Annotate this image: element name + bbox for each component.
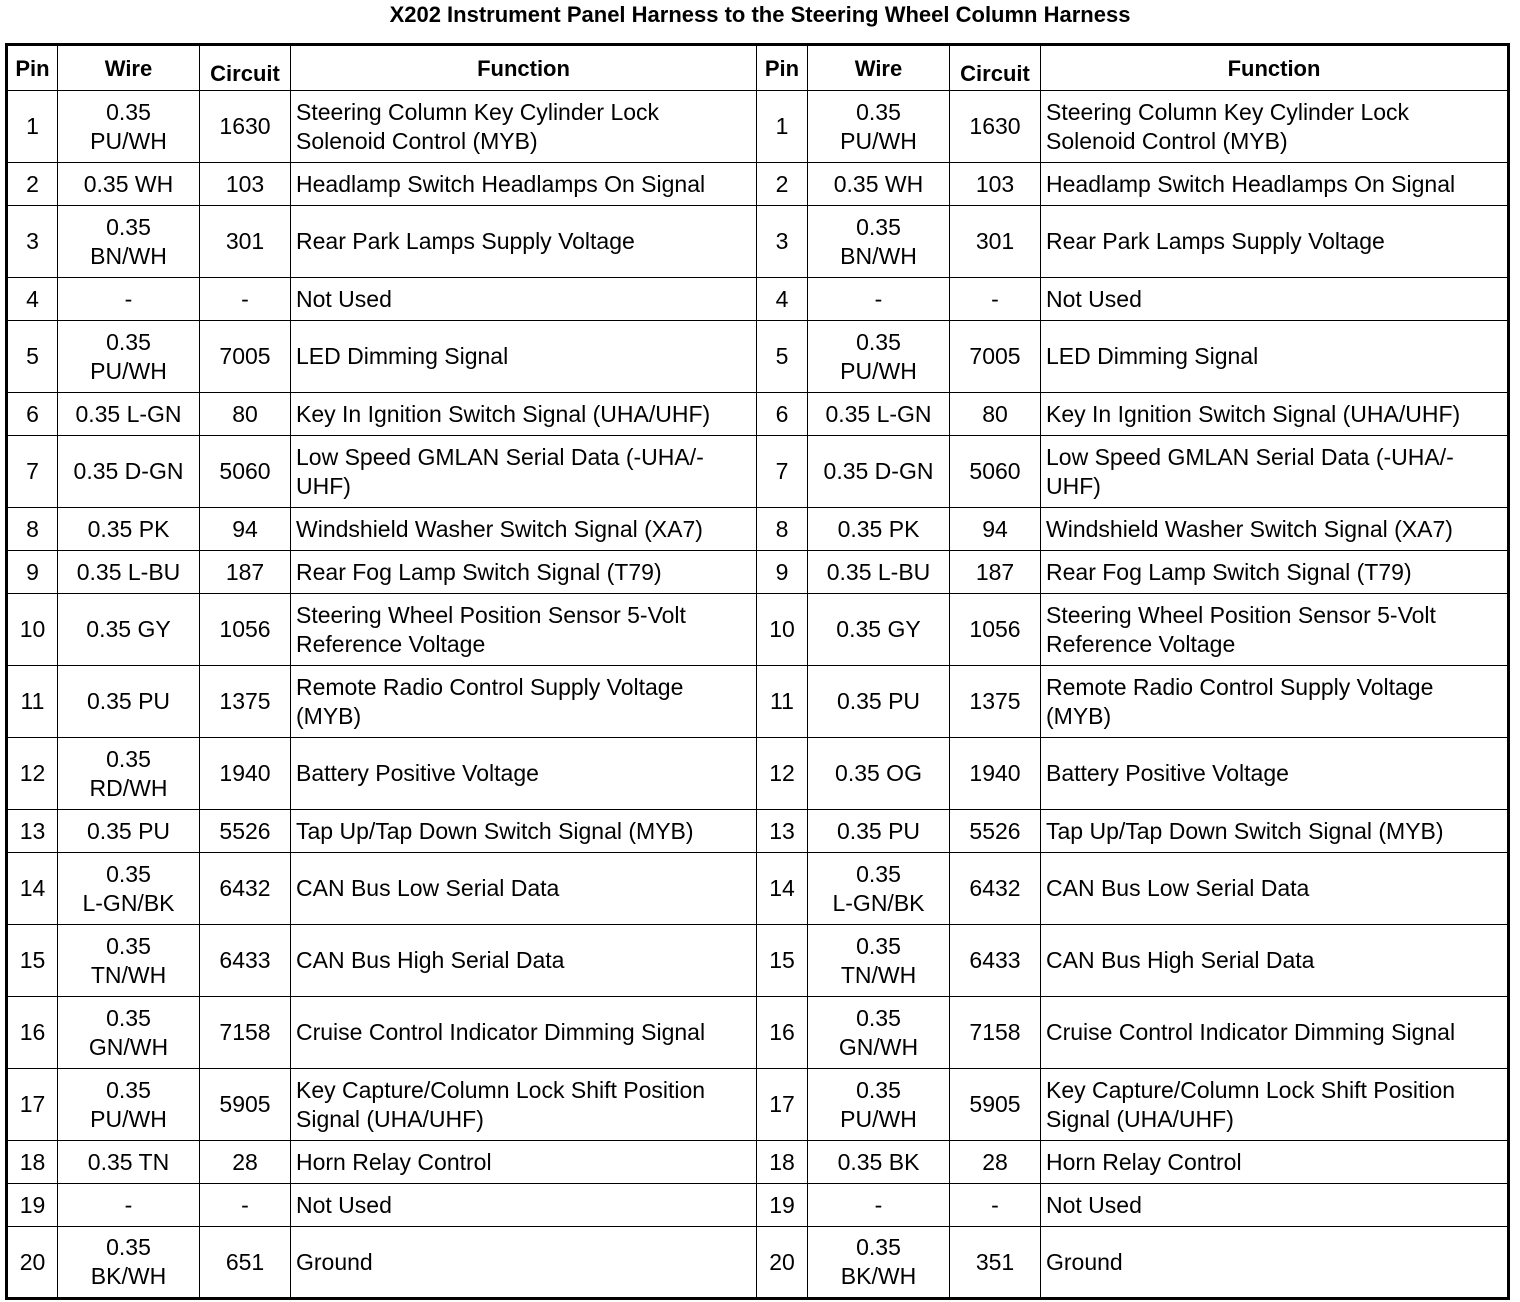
function-cell: Not Used (1041, 1184, 1509, 1227)
wire-cell (58, 666, 200, 738)
circuit-cell: 5905 (200, 1069, 291, 1141)
wire-cell (808, 163, 950, 206)
wire-line: - (124, 1191, 133, 1218)
pin-cell: 1 (7, 91, 58, 163)
page-title: X202 Instrument Panel Harness to the Steering Wheel Column Harness (389, 2, 1131, 27)
circuit-cell: 5526 (950, 810, 1041, 853)
wire-cell (808, 508, 950, 551)
wire-line: 0.35 D-GN (823, 458, 934, 484)
circuit-cell: 94 (200, 508, 291, 551)
wire-cell (58, 738, 200, 810)
header-row (7, 45, 1509, 91)
function-cell: Horn Relay Control (1041, 1141, 1509, 1184)
pin-cell: 19 (7, 1184, 58, 1227)
wire-cell (58, 1141, 200, 1184)
circuit-cell: 7005 (200, 321, 291, 393)
wire-line: 0.35 WH (833, 170, 924, 197)
table-row (7, 508, 1509, 551)
table-row (7, 594, 1509, 666)
wire-cell (808, 997, 950, 1069)
wire-line: BK/WH (840, 1263, 917, 1289)
circuit-cell: 6432 (200, 853, 291, 925)
table-row (7, 436, 1509, 508)
circuit-cell: 5905 (950, 1069, 1041, 1141)
function-cell: LED Dimming Signal (291, 321, 757, 393)
function-cell: Not Used (291, 1184, 757, 1227)
table-row (7, 206, 1509, 278)
pin-cell: 2 (7, 163, 58, 206)
wire-cell (58, 594, 200, 666)
wire-cell (58, 91, 200, 163)
circuit-cell: 5526 (200, 810, 291, 853)
wire-line: 0.35 (106, 1234, 151, 1260)
wire-line: - (874, 285, 883, 312)
wire-line: - (124, 285, 133, 312)
table-row (7, 278, 1509, 321)
function-cell: Windshield Washer Switch Signal (XA7) (291, 508, 757, 551)
function-cell: Low Speed GMLAN Serial Data (-UHA/-UHF) (1041, 436, 1509, 508)
pin-cell: 14 (7, 853, 58, 925)
pin-cell: 7 (7, 436, 58, 508)
circuit-cell: 1940 (200, 738, 291, 810)
wire-cell (58, 1069, 200, 1141)
wire-cell (808, 436, 950, 508)
wire-line: PU/WH (90, 1105, 167, 1132)
wire-line: 0.35 (856, 932, 901, 959)
pin-cell: 11 (757, 666, 808, 738)
pin-cell: 10 (757, 594, 808, 666)
wire-line: 0.35 (106, 932, 151, 959)
wire-line: 0.35 (106, 860, 151, 887)
wire-cell (808, 666, 950, 738)
pin-cell: 4 (7, 278, 58, 321)
header-pin: Pin (757, 45, 808, 91)
wire-line: 0.35 (856, 1076, 901, 1103)
wire-line: 0.35 (856, 1004, 901, 1031)
circuit-cell: 1630 (200, 91, 291, 163)
function-cell: LED Dimming Signal (1041, 321, 1509, 393)
wire-cell (808, 321, 950, 393)
function-cell: Ground (291, 1227, 757, 1299)
wire-cell (808, 853, 950, 925)
pin-cell: 19 (757, 1184, 808, 1227)
wire-cell (58, 1184, 200, 1227)
wire-line: 0.35 PU (836, 817, 921, 844)
wire-line: 0.35 (856, 1234, 901, 1260)
function-cell: Cruise Control Indicator Dimming Signal (1041, 997, 1509, 1069)
wire-cell (808, 1227, 950, 1299)
function-cell: Battery Positive Voltage (1041, 738, 1509, 810)
pin-cell: 15 (757, 925, 808, 997)
circuit-cell: 5060 (950, 436, 1041, 508)
table-row (7, 1184, 1509, 1227)
table-row (7, 551, 1509, 594)
wire-cell (808, 206, 950, 278)
function-cell: Ground (1041, 1227, 1509, 1299)
wire-cell (808, 594, 950, 666)
wire-cell (808, 1184, 950, 1227)
wire-cell (808, 925, 950, 997)
wire-cell (808, 810, 950, 853)
wire-line: 0.35 L-BU (826, 558, 931, 585)
pin-cell: 15 (7, 925, 58, 997)
pin-cell: 9 (757, 551, 808, 594)
table-row (7, 738, 1509, 810)
wire-line: L-GN/BK (832, 889, 925, 916)
circuit-cell: 94 (950, 508, 1041, 551)
wire-line: 0.35 PK (87, 515, 170, 542)
pin-cell: 20 (757, 1227, 808, 1299)
circuit-cell: 651 (200, 1227, 291, 1299)
function-cell: Rear Park Lamps Supply Voltage (1041, 206, 1509, 278)
function-cell: CAN Bus Low Serial Data (1041, 853, 1509, 925)
wire-line: BK/WH (90, 1263, 167, 1289)
table-row (7, 925, 1509, 997)
pin-cell: 8 (7, 508, 58, 551)
pin-cell: 11 (7, 666, 58, 738)
wire-line: L-GN/BK (82, 889, 175, 916)
wire-line: RD/WH (89, 774, 168, 801)
wire-line: 0.35 L-BU (76, 558, 181, 585)
function-cell: CAN Bus Low Serial Data (291, 853, 757, 925)
wire-line: PU/WH (90, 127, 167, 154)
wire-cell (808, 91, 950, 163)
circuit-cell: 7005 (950, 321, 1041, 393)
function-cell: Headlamp Switch Headlamps On Signal (291, 163, 757, 206)
table-body (7, 91, 1509, 1299)
circuit-cell: 6432 (950, 853, 1041, 925)
wire-line: 0.35 OG (835, 760, 922, 786)
table-row (7, 163, 1509, 206)
table-row (7, 1069, 1509, 1141)
wire-line: PU/WH (90, 357, 167, 384)
wire-cell (808, 1141, 950, 1184)
wire-line: 0.35 WH (83, 170, 174, 197)
pin-cell: 17 (7, 1069, 58, 1141)
header-wire: Wire (58, 45, 200, 91)
wire-line: 0.35 GY (86, 616, 171, 642)
wire-line: PU/WH (840, 357, 917, 384)
wire-line: 0.35 (856, 213, 901, 240)
wire-line: 0.35 L-GN (825, 400, 932, 427)
wire-line: 0.35 GY (836, 616, 921, 642)
wire-line: BN/WH (840, 242, 917, 269)
wire-cell (58, 1227, 200, 1299)
circuit-cell: 187 (950, 551, 1041, 594)
wire-line: 0.35 TN (87, 1148, 170, 1175)
wire-cell (58, 551, 200, 594)
header-circuit: Circuit (200, 45, 291, 91)
pin-cell: 17 (757, 1069, 808, 1141)
header-circuit: Circuit (950, 45, 1041, 91)
function-cell: CAN Bus High Serial Data (291, 925, 757, 997)
table-row (7, 393, 1509, 436)
wire-line: 0.35 (106, 328, 151, 355)
wire-line: 0.35 PU (86, 688, 171, 714)
circuit-cell: - (200, 1184, 291, 1227)
pin-cell: 4 (757, 278, 808, 321)
table-row (7, 1141, 1509, 1184)
wire-cell (58, 393, 200, 436)
function-cell: Steering Wheel Position Sensor 5-Volt Reference Voltage (291, 594, 757, 666)
circuit-cell: 1375 (200, 666, 291, 738)
wire-line: 0.35 PU (86, 817, 171, 844)
header-function: Function (291, 45, 757, 91)
function-cell: Rear Fog Lamp Switch Signal (T79) (291, 551, 757, 594)
table-row (7, 321, 1509, 393)
table-row (7, 1227, 1509, 1299)
wire-line: 0.35 (856, 98, 901, 125)
table-row (7, 810, 1509, 853)
pin-cell: 13 (757, 810, 808, 853)
wire-line: PU/WH (840, 127, 917, 154)
wire-cell (808, 278, 950, 321)
pin-cell: 3 (757, 206, 808, 278)
pin-cell: 20 (7, 1227, 58, 1299)
wire-cell (58, 321, 200, 393)
pin-cell: 16 (757, 997, 808, 1069)
circuit-cell: 1375 (950, 666, 1041, 738)
function-cell: Low Speed GMLAN Serial Data (-UHA/-UHF) (291, 436, 757, 508)
function-cell: CAN Bus High Serial Data (1041, 925, 1509, 997)
circuit-cell: - (200, 278, 291, 321)
circuit-cell: 7158 (950, 997, 1041, 1069)
header-function: Function (1041, 45, 1509, 91)
table-row (7, 997, 1509, 1069)
wire-line: PU/WH (840, 1105, 917, 1132)
function-cell: Windshield Washer Switch Signal (XA7) (1041, 508, 1509, 551)
function-cell: Rear Park Lamps Supply Voltage (291, 206, 757, 278)
function-cell: Steering Column Key Cylinder Lock Solenoid Control (MYB) (291, 91, 757, 163)
circuit-cell: 1630 (950, 91, 1041, 163)
function-cell: Key Capture/Column Lock Shift Position Signal (UHA/UHF) (291, 1069, 757, 1141)
pin-cell: 5 (7, 321, 58, 393)
function-cell: Horn Relay Control (291, 1141, 757, 1184)
circuit-cell: 1056 (200, 594, 291, 666)
circuit-cell: 103 (200, 163, 291, 206)
pin-cell: 3 (7, 206, 58, 278)
circuit-cell: 5060 (200, 436, 291, 508)
circuit-cell: 80 (950, 393, 1041, 436)
table-row (7, 91, 1509, 163)
function-cell: Tap Up/Tap Down Switch Signal (MYB) (1041, 810, 1509, 853)
circuit-cell: 6433 (950, 925, 1041, 997)
circuit-cell: - (950, 278, 1041, 321)
wire-line: 0.35 (856, 328, 901, 355)
circuit-cell: - (950, 1184, 1041, 1227)
pin-cell: 6 (7, 393, 58, 436)
pin-cell: 14 (757, 853, 808, 925)
pin-cell: 12 (7, 738, 58, 810)
wire-cell (58, 278, 200, 321)
pin-cell: 2 (757, 163, 808, 206)
circuit-cell: 187 (200, 551, 291, 594)
wire-line: 0.35 D-GN (73, 458, 184, 484)
pin-cell: 6 (757, 393, 808, 436)
table-row (7, 853, 1509, 925)
wire-line: 0.35 BK (837, 1148, 920, 1175)
wire-cell (808, 738, 950, 810)
function-cell: Battery Positive Voltage (291, 738, 757, 810)
pin-cell: 5 (757, 321, 808, 393)
wire-cell (58, 925, 200, 997)
wire-line: 0.35 (106, 1076, 151, 1103)
circuit-cell: 6433 (200, 925, 291, 997)
wire-cell (808, 551, 950, 594)
circuit-cell: 1056 (950, 594, 1041, 666)
function-cell: Cruise Control Indicator Dimming Signal (291, 997, 757, 1069)
circuit-cell: 103 (950, 163, 1041, 206)
wire-line: GN/WH (88, 1033, 169, 1060)
function-cell: Key Capture/Column Lock Shift Position Signal (UHA/UHF) (1041, 1069, 1509, 1141)
wire-line: 0.35 (106, 1004, 151, 1031)
wire-line: 0.35 (106, 745, 151, 772)
wire-line: 0.35 PU (836, 688, 921, 714)
pin-cell: 9 (7, 551, 58, 594)
wire-line: - (874, 1191, 883, 1218)
circuit-cell: 301 (950, 206, 1041, 278)
wire-cell (58, 853, 200, 925)
wire-line: 0.35 PK (837, 515, 920, 542)
function-cell: Rear Fog Lamp Switch Signal (T79) (1041, 551, 1509, 594)
pin-cell: 1 (757, 91, 808, 163)
function-cell: Not Used (291, 278, 757, 321)
header-wire: Wire (808, 45, 950, 91)
wire-cell (808, 393, 950, 436)
function-cell: Key In Ignition Switch Signal (UHA/UHF) (291, 393, 757, 436)
circuit-cell: 28 (950, 1141, 1041, 1184)
circuit-cell: 301 (200, 206, 291, 278)
wire-cell (58, 206, 200, 278)
pin-cell: 7 (757, 436, 808, 508)
wire-line: GN/WH (838, 1033, 919, 1060)
table-row (7, 666, 1509, 738)
wire-line: BN/WH (90, 242, 167, 269)
connector-pinout-table (5, 43, 1510, 1300)
function-cell: Headlamp Switch Headlamps On Signal (1041, 163, 1509, 206)
wire-line: 0.35 (856, 860, 901, 887)
header-pin: Pin (7, 45, 58, 91)
pin-cell: 10 (7, 594, 58, 666)
wire-line: 0.35 L-GN (75, 400, 182, 427)
wire-cell (808, 1069, 950, 1141)
pin-cell: 12 (757, 738, 808, 810)
wire-line: 0.35 (106, 98, 151, 125)
function-cell: Steering Wheel Position Sensor 5-Volt Reference Voltage (1041, 594, 1509, 666)
pin-cell: 13 (7, 810, 58, 853)
pin-cell: 18 (757, 1141, 808, 1184)
pin-cell: 8 (757, 508, 808, 551)
circuit-cell: 1940 (950, 738, 1041, 810)
wire-cell (58, 997, 200, 1069)
wire-cell (58, 810, 200, 853)
function-cell: Remote Radio Control Supply Voltage (MYB) (1041, 666, 1509, 738)
wire-cell (58, 508, 200, 551)
function-cell: Not Used (1041, 278, 1509, 321)
circuit-cell: 351 (950, 1227, 1041, 1299)
wire-line: 0.35 (106, 213, 151, 240)
function-cell: Steering Column Key Cylinder Lock Solenoid Control (MYB) (1041, 91, 1509, 163)
function-cell: Tap Up/Tap Down Switch Signal (MYB) (291, 810, 757, 853)
wire-cell (58, 163, 200, 206)
wire-line: TN/WH (90, 961, 167, 988)
pin-cell: 16 (7, 997, 58, 1069)
circuit-cell: 7158 (200, 997, 291, 1069)
pin-cell: 18 (7, 1141, 58, 1184)
circuit-cell: 80 (200, 393, 291, 436)
function-cell: Remote Radio Control Supply Voltage (MYB) (291, 666, 757, 738)
function-cell: Key In Ignition Switch Signal (UHA/UHF) (1041, 393, 1509, 436)
circuit-cell: 28 (200, 1141, 291, 1184)
wire-cell (58, 436, 200, 508)
wire-line: TN/WH (840, 961, 917, 988)
